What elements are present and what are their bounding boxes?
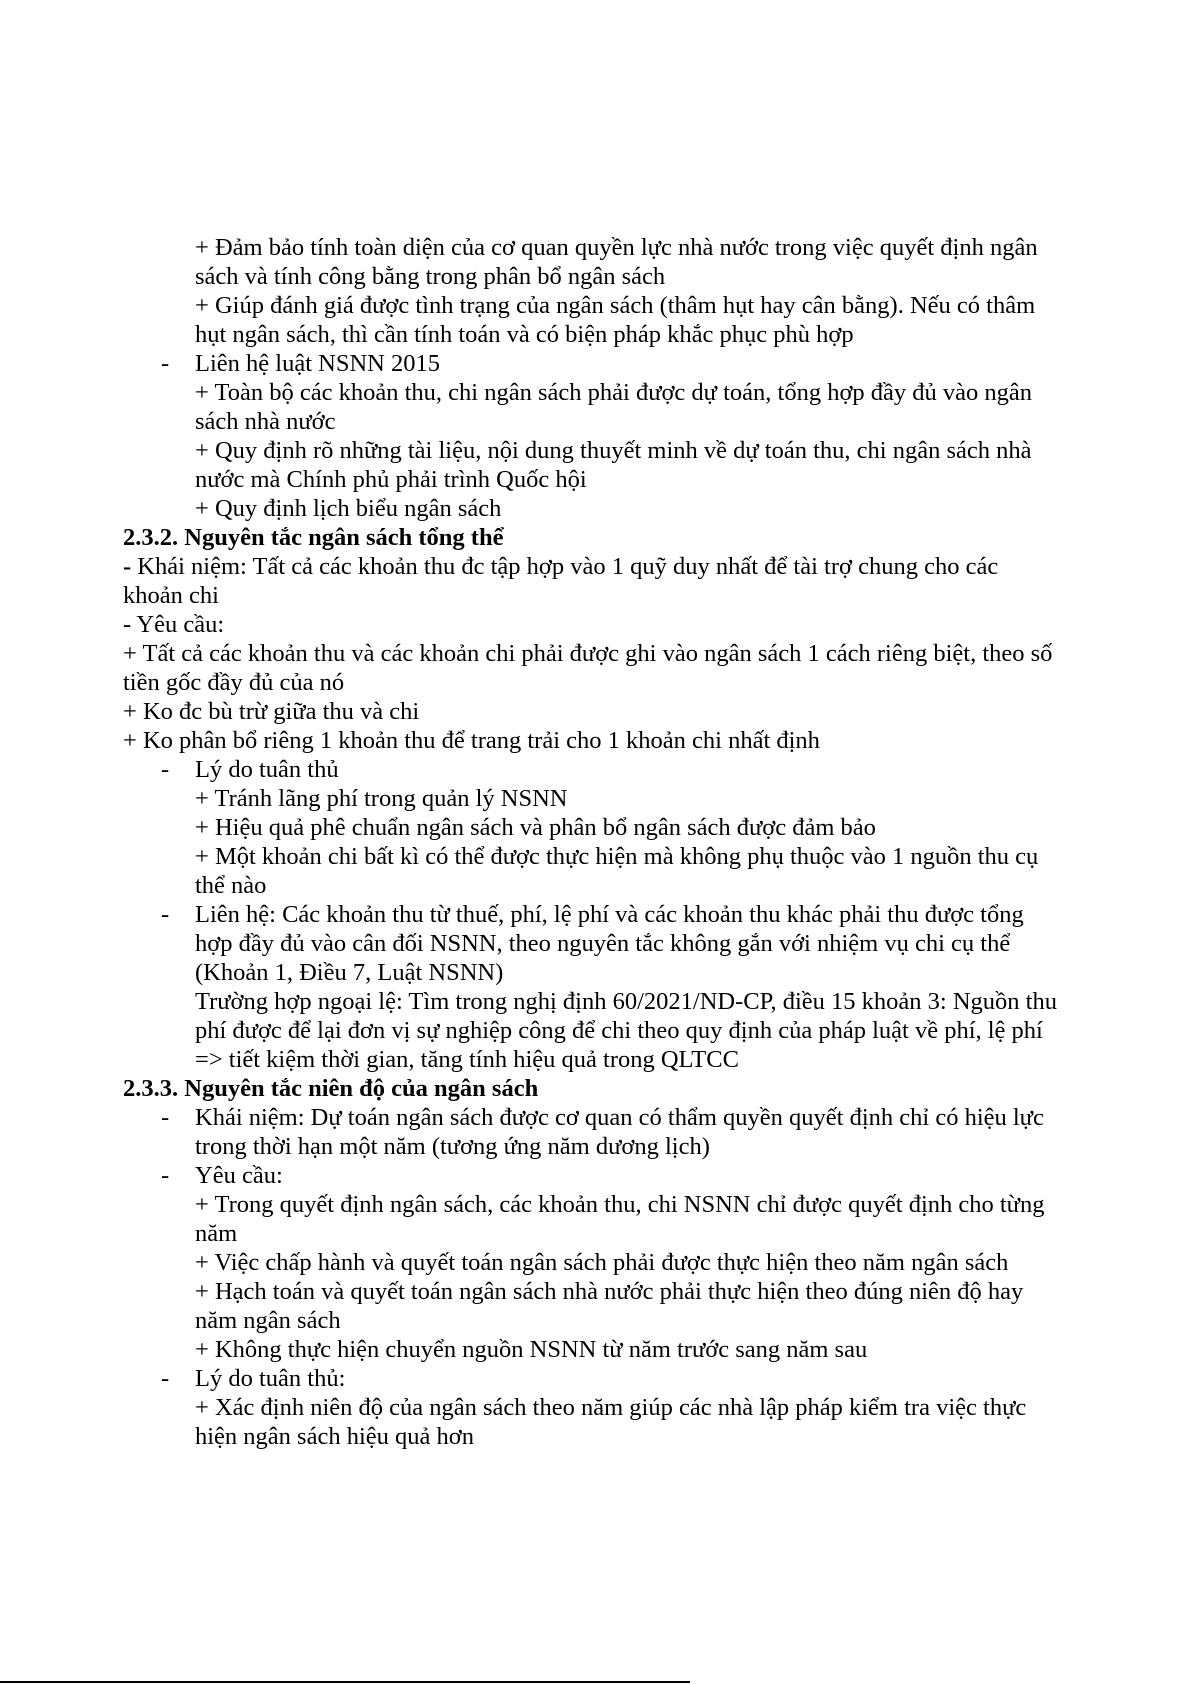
text-line: Liên hệ: Các khoản thu từ thuế, phí, lệ phí và các khoản thu khác phải thu được tổng	[195, 901, 1024, 928]
text-line: + Quy định rõ những tài liệu, nội dung thuyết minh về dự toán thu, chi ngân sách nhà	[195, 437, 1032, 464]
text-line: hiện ngân sách hiệu quả hơn	[195, 1423, 474, 1450]
section-heading: 2.3.3. Nguyên tắc niên độ của ngân sách	[123, 1075, 539, 1102]
text-line: + Ko đc bù trừ giữa thu và chi	[123, 698, 420, 725]
text-line: Liên hệ luật NSNN 2015	[195, 350, 440, 377]
text-line: sách và tính công bằng trong phân bổ ngân sách	[195, 263, 666, 290]
text-line: + Đảm bảo tính toàn diện của cơ quan quyền lực nhà nước trong việc quyết định ngân	[195, 234, 1038, 261]
text-line: + Toàn bộ các khoản thu, chi ngân sách phải được dự toán, tổng hợp đầy đủ vào ngân	[195, 379, 1033, 406]
text-line: + Tránh lãng phí trong quản lý NSNN	[195, 785, 568, 812]
text-line: + Quy định lịch biểu ngân sách	[195, 495, 502, 522]
text-line	[123, 553, 998, 581]
text-line: nước mà Chính phủ phải trình Quốc hội	[195, 466, 587, 493]
text-line: + Ko phân bổ riêng 1 khoản thu để trang trải cho 1 khoản chi nhất định	[123, 727, 820, 754]
text-line: + Hạch toán và quyết toán ngân sách nhà nước phải thực hiện theo đúng niên độ hay	[195, 1278, 1024, 1305]
text-line: Khái niệm: Dự toán ngân sách được cơ quan có thẩm quyền quyết định chỉ có hiệu lực	[195, 1104, 1044, 1131]
text-line: Trường hợp ngoại lệ: Tìm trong nghị định 60/2021/ND-CP, điều 15 khoản 3: Nguồn thu	[195, 988, 1057, 1015]
text-line: + Trong quyết định ngân sách, các khoản thu, chi NSNN chỉ được quyết định cho từng	[195, 1191, 1045, 1218]
list-dash: -	[161, 901, 170, 928]
text-line: + Việc chấp hành và quyết toán ngân sách phải được thực hiện theo năm ngân sách	[195, 1249, 1009, 1276]
text-line: Lý do tuân thủ	[195, 756, 339, 783]
text-line: sách nhà nước	[195, 408, 336, 435]
text-line: + Hiệu quả phê chuẩn ngân sách và phân bổ ngân sách được đảm bảo	[195, 814, 876, 841]
text-line: phí được để lại đơn vị sự nghiệp công để chi theo quy định của pháp luật về phí, lệ phí	[195, 1017, 1043, 1044]
text-line: + Tất cả các khoản thu và các khoản chi phải được ghi vào ngân sách 1 cách riêng biệt, theo số	[123, 640, 1053, 667]
text-line: + Một khoản chi bất kì có thể được thực hiện mà không phụ thuộc vào 1 nguồn thu cụ	[195, 843, 1039, 870]
text-line: + Giúp đánh giá được tình trạng của ngân sách (thâm hụt hay cân bằng). Nếu có thâm	[195, 292, 1036, 319]
text-line: năm ngân sách	[195, 1307, 341, 1334]
text-span: Khái niệm: Tất cả các khoản thu đc tập hợp vào 1 quỹ duy nhất để tài trợ chung cho các	[137, 553, 999, 580]
text-line: Lý do tuân thủ:	[195, 1365, 346, 1392]
text-line: thể nào	[195, 872, 267, 899]
page-bottom-rule	[0, 1681, 690, 1683]
list-dash: -	[161, 756, 170, 783]
list-dash: -	[161, 1162, 170, 1189]
text-line: - Yêu cầu:	[123, 611, 225, 638]
list-dash: -	[161, 1365, 170, 1392]
text-line: hụt ngân sách, thì cần tính toán và có biện pháp khắc phục phù hợp	[195, 321, 854, 348]
text-line: năm	[195, 1220, 238, 1247]
text-line: (Khoản 1, Điều 7, Luật NSNN)	[195, 959, 504, 986]
text-line: => tiết kiệm thời gian, tăng tính hiệu quả trong QLTCC	[195, 1046, 739, 1073]
text-line: tiền gốc đầy đủ của nó	[123, 669, 345, 696]
list-dash: -	[161, 1104, 170, 1131]
text-line: khoản chi	[123, 582, 219, 609]
text-line: + Không thực hiện chuyển nguồn NSNN từ năm trước sang năm sau	[195, 1336, 868, 1363]
list-dash: -	[161, 350, 170, 377]
bold-dash: -	[123, 553, 138, 580]
text-line: Yêu cầu:	[195, 1162, 283, 1189]
text-line: trong thời hạn một năm (tương ứng năm dương lịch)	[195, 1133, 710, 1160]
text-line: hợp đầy đủ vào cân đối NSNN, theo nguyên tắc không gắn với nhiệm vụ chi cụ thể	[195, 930, 1011, 957]
text-line: + Xác định niên độ của ngân sách theo năm giúp các nhà lập pháp kiểm tra việc thực	[195, 1394, 1027, 1421]
section-heading: 2.3.2. Nguyên tắc ngân sách tổng thể	[123, 524, 504, 551]
